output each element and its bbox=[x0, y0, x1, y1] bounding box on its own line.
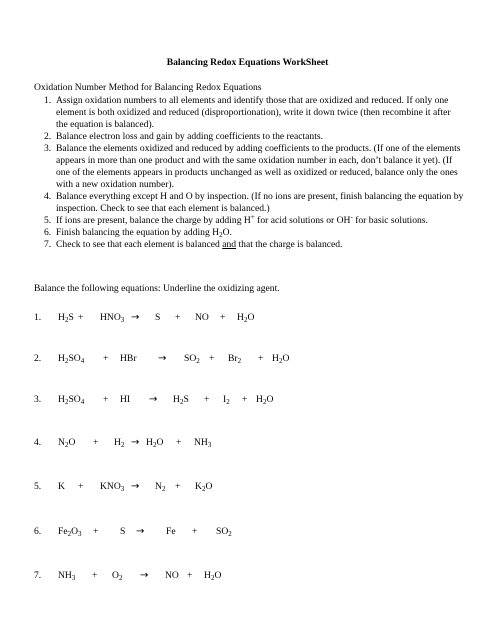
chemical-formula: $NH_3$ bbox=[58, 570, 76, 582]
step-item bbox=[34, 131, 464, 143]
chemical-formula: K bbox=[58, 481, 65, 492]
plus-sign: + bbox=[192, 526, 198, 537]
chemical-formula: HI bbox=[120, 394, 131, 405]
equation-row bbox=[34, 526, 474, 540]
chemical-formula: Fe bbox=[166, 526, 176, 537]
chemical-formula: $H_2SO_4$ bbox=[58, 353, 85, 365]
chemical-formula: $H_2O$ bbox=[272, 353, 290, 365]
chemical-formula: $KNO_3$ bbox=[100, 481, 125, 493]
step-item bbox=[34, 215, 464, 227]
plus-sign: + bbox=[93, 526, 99, 537]
equation-number: 6. bbox=[34, 526, 42, 537]
equation-row bbox=[34, 570, 474, 584]
step-number: 1. bbox=[44, 95, 52, 106]
chemical-formula: $H_2O$ bbox=[204, 570, 222, 582]
plus-sign: + bbox=[220, 312, 226, 323]
chemical-formula: $HNO_3$ bbox=[100, 312, 125, 324]
equation-number: 3. bbox=[34, 394, 42, 405]
chemical-formula: $H_2S$ bbox=[173, 394, 189, 406]
instruction-text: Balance the following equations: Underline the oxidizing agent. bbox=[34, 283, 280, 294]
step-text: Assign oxidation numbers to all elements and identify those that are oxidized and reduced. If only one element is both oxidized and reduced (disproportionation), write it down twice (then recombine it after the equation is balanced). bbox=[56, 95, 451, 130]
arrow-icon: → bbox=[149, 394, 158, 405]
step-text: Check to see that each element is balanced and that the charge is balanced. bbox=[56, 239, 343, 250]
equation-row bbox=[34, 312, 474, 326]
step-item bbox=[34, 239, 464, 251]
chemical-formula: $N_2O$ bbox=[58, 437, 76, 449]
chemical-formula: S bbox=[120, 526, 126, 537]
step-text: If ions are present, balance the charge by adding H+ for acid solutions or OH- for basic solutions. bbox=[56, 213, 428, 226]
chemical-formula: $H_2S$ bbox=[58, 312, 74, 324]
chemical-formula: $H_2O$ bbox=[146, 437, 164, 449]
chemical-formula: $Fe_2O_3$ bbox=[58, 526, 82, 538]
chemical-formula: NO bbox=[165, 570, 179, 581]
step-number: 4. bbox=[44, 191, 52, 202]
step-number: 3. bbox=[44, 143, 52, 154]
step-text: Finish balancing the equation by adding $H_2O$. bbox=[56, 227, 232, 239]
chemical-formula: NO bbox=[195, 312, 209, 323]
plus-sign: + bbox=[175, 312, 181, 323]
arrow-icon: → bbox=[131, 437, 140, 448]
plus-sign: + bbox=[103, 353, 109, 364]
equation-number: 5. bbox=[34, 481, 42, 492]
step-text: Balance the elements oxidized and reduced by adding coefficients to the products. (If one of the elements appears in more than one product and with the same oxidation number in each, don’t balance it yet). (If one of the elements appears in products unchanged as well as oxidized or reduced, balance only the ones with a new oxidation number). bbox=[56, 143, 461, 190]
arrow-icon: → bbox=[140, 570, 149, 581]
chemical-formula: $O_2$ bbox=[112, 570, 123, 582]
equation-row bbox=[34, 481, 474, 495]
step-number: 5. bbox=[44, 215, 52, 226]
step-text: Balance everything except H and O by inspection. (If no ions are present, finish balancing the equation by inspection. Check to see that each element is balanced.) bbox=[56, 191, 464, 214]
plus-sign: + bbox=[78, 481, 84, 492]
equation-number: 1. bbox=[34, 312, 42, 323]
step-item bbox=[34, 143, 464, 191]
chemical-formula: $K_2O$ bbox=[195, 481, 213, 493]
chemical-formula: HBr bbox=[120, 353, 137, 364]
equation-number: 4. bbox=[34, 437, 42, 448]
arrow-icon: → bbox=[136, 526, 145, 537]
equation-number: 2. bbox=[34, 353, 42, 364]
step-number: 2. bbox=[44, 131, 52, 142]
chemical-formula: $SO_2$ bbox=[184, 353, 200, 365]
plus-sign: + bbox=[242, 394, 248, 405]
plus-sign: + bbox=[175, 481, 181, 492]
arrow-icon: → bbox=[158, 353, 167, 364]
equation-number: 7. bbox=[34, 570, 42, 581]
method-steps bbox=[34, 95, 464, 251]
step-item bbox=[34, 95, 464, 131]
plus-sign: + bbox=[258, 353, 264, 364]
plus-sign: + bbox=[93, 437, 99, 448]
step-number: 7. bbox=[44, 239, 52, 250]
step-text: Balance electron loss and gain by adding coefficients to the reactants. bbox=[56, 131, 324, 142]
plus-sign: + bbox=[187, 570, 193, 581]
chemical-formula: $H_2$ bbox=[114, 437, 125, 449]
step-item bbox=[34, 227, 464, 239]
chemical-formula: $I_2$ bbox=[223, 394, 230, 406]
chemical-formula: $N_2$ bbox=[155, 481, 166, 493]
equation-row bbox=[34, 353, 474, 367]
plus-sign: + bbox=[78, 312, 84, 323]
chemical-formula: $H_2O$ bbox=[256, 394, 274, 406]
chemical-formula: $SO_2$ bbox=[216, 526, 232, 538]
equation-row bbox=[34, 437, 474, 451]
worksheet-title: Balancing Redox Equations WorkSheet bbox=[166, 57, 329, 68]
plus-sign: + bbox=[176, 437, 182, 448]
method-heading: Oxidation Number Method for Balancing Redox Equations bbox=[34, 82, 262, 93]
step-number: 6. bbox=[44, 227, 52, 238]
chemical-formula: $H_2O$ bbox=[237, 312, 255, 324]
chemical-formula: $H_2SO_4$ bbox=[58, 394, 85, 406]
plus-sign: + bbox=[92, 570, 98, 581]
arrow-icon: → bbox=[131, 312, 140, 323]
plus-sign: + bbox=[204, 394, 210, 405]
plus-sign: + bbox=[209, 353, 215, 364]
chemical-formula: $NH_3$ bbox=[194, 437, 212, 449]
chemical-formula: $Br_2$ bbox=[228, 353, 242, 365]
plus-sign: + bbox=[103, 394, 109, 405]
chemical-formula: S bbox=[155, 312, 161, 323]
step-item bbox=[34, 191, 464, 215]
arrow-icon: → bbox=[131, 481, 140, 492]
equation-row bbox=[34, 394, 474, 408]
